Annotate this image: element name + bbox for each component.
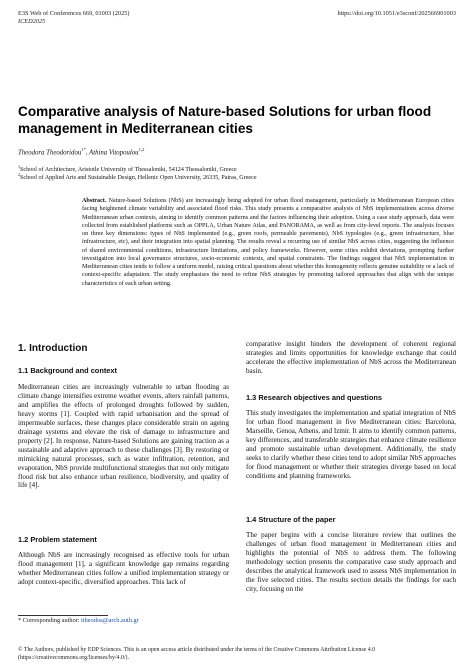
license-line-1: © The Authors, published by EDP Sciences. This is an open access article distributed under the terms of the Creative Commons Attribution License 4.0 xyxy=(18,647,376,653)
paragraph-objectives: This study investigates the implementation and spatial integration of NbS for urban flood management in five Mediterranean cities: Barcelona, Marseille, Genoa, Athens, and Izmir. It aims to identify common patterns, key differences, and transferable strategies that enhance climate resilience and promote sustainable urban development. Additionally, the study seeks to clarify whether these cities tend to adopt similar NbS approaches for flood management or whether their strategies diverge based on local conditions and planning frameworks. xyxy=(246,409,457,480)
author-1-sup: 1* xyxy=(81,147,86,152)
corresponding-author-note xyxy=(18,617,139,625)
license-link[interactable]: (https://creativecommons.org/licenses/by/4.0/). xyxy=(18,654,129,661)
author-2-sup: 1,2 xyxy=(138,147,145,152)
abstract-label: Abstract. xyxy=(82,198,107,204)
corresponding-label: * Corresponding author: xyxy=(18,617,82,624)
conference-name: ICED2025 xyxy=(18,18,46,25)
affiliation-2-text: School of Applied Arts and Sustainable Design, Hellenic Open University, 26335, Patras, Greece xyxy=(20,175,257,182)
paper-title: Comparative analysis of Nature-based Solutions for urban flood management in Mediterranean cities xyxy=(18,104,432,136)
author-separator: , xyxy=(85,149,90,157)
author-1-first: Theodora xyxy=(18,149,45,157)
section-heading-introduction: 1. Introduction xyxy=(18,343,88,354)
affiliation-2 xyxy=(18,171,257,182)
subsection-heading-problem: 1.2 Problem statement xyxy=(18,535,97,544)
affiliation-1-sup: 1 xyxy=(18,164,20,169)
affiliation-1-text: School of Architecture, Aristotle University of Thessaloniki, 54124 Thessaloniki, Greece xyxy=(20,167,237,174)
paragraph-continued: comparative insight hinders the development of coherent regional strategies and limits opportunities for knowledge exchange that could accelerate the effective implementation of NbS across the Mediterranean basin. xyxy=(246,340,456,375)
abstract-text: Nature-based Solutions (NbS) are increasingly being adopted for urban flood management, particularly in Mediterranean European cities facing heightened climate variability and associated flood risks. This study presents a comparative analysis of NbS implementations across diverse Mediterranean urban contexts, aiming to identify common patterns and the factors influencing their adoption. Using a case study approach, data were collected from established platforms such as OPPLA, Urban Nature Atlas, and PANORAMA, as well as from city-level reports. The analysis focuses on three key dimensions: types of NbS implemented (e.g., green roofs, permeable pavements), NbS typologies (e.g., green infrastructure, blue infrastructure, etc), and their integration into spatial planning. The results reveal a recurring use of similar NbS across cities, suggesting the influence of shared environmental conditions, infrastructure limitations, and policy frameworks. However, some cities exhibit deviations, prompting further investigation into local governance structures, socio-economic contexts, and spatial constraints. The findings suggest that NbS implementation in Mediterranean cities tends to follow a uniform model, raising critical questions about whether this homogeneity reflects genuine suitability or a lack of context-specific adaptation. The study emphasises the need to refine NbS strategies by promoting tailored approaches that align with the unique characteristics of each urban setting. xyxy=(82,198,454,287)
footnote-divider xyxy=(18,615,108,616)
subsection-heading-objectives: 1.3 Research objectives and questions xyxy=(246,393,382,402)
doi-link[interactable]: https://doi.org/10.1051/e3sconf/202566901003 xyxy=(337,10,456,17)
affiliation-2-sup: 2 xyxy=(18,172,20,177)
author-2-first: Athina xyxy=(89,149,108,157)
author-list xyxy=(18,147,144,156)
abstract xyxy=(82,197,454,288)
paragraph-background: Mediterranean cities are increasingly vulnerable to urban flooding as climate change intensifies extreme weather events, alters rainfall patterns, and amplifies the effects of prolonged droughts followed by sudden, heavy storms [1]. Coupled with rapid urbanisation and the spread of impermeable surfaces, these changes place considerable strain on ageing drainage systems and elevate the risk of damage to infrastructure and property [2]. In response, Nature-based Solutions are gaining traction as a sustainable and adaptive approach to these challenges [3]. By restoring or mimicking natural processes, such as water infiltration, retention, and evaporation, NbS provide multifunctional strategies that not only mitigate flood risk but also enhance urban resilience, biodiversity, and quality of life [4]. xyxy=(18,383,229,490)
subsection-heading-structure: 1.4 Structure of the paper xyxy=(246,515,336,524)
corresponding-email-link[interactable]: ttheodoa@arch.auth.gr xyxy=(81,617,139,624)
subsection-heading-background: 1.1 Background and context xyxy=(18,366,117,375)
paragraph-problem: Although NbS are increasingly recognised as effective tools for urban flood management [1], a significant knowledge gap remains regarding whether Mediterranean cities follow a unified implementation strategy or adopt context-specific, diversified approaches. This lack of xyxy=(18,551,229,586)
journal-citation: E3S Web of Conferences 669, 01003 (2025) xyxy=(18,10,130,17)
paragraph-structure: The paper begins with a concise literature review that outlines the challenges of urban flood management in Mediterranean cities and highlights the potential of NbS to address them. The following methodology section presents the comparative case study approach and describes the analytical framework used to assess NbS implementation in the five selected cities. The results section details the findings for each city, focusing on the xyxy=(246,531,456,593)
author-2-last: Vitopoulou xyxy=(107,149,139,157)
author-1-last: Theodoridou xyxy=(44,149,82,157)
license-statement xyxy=(18,647,458,662)
